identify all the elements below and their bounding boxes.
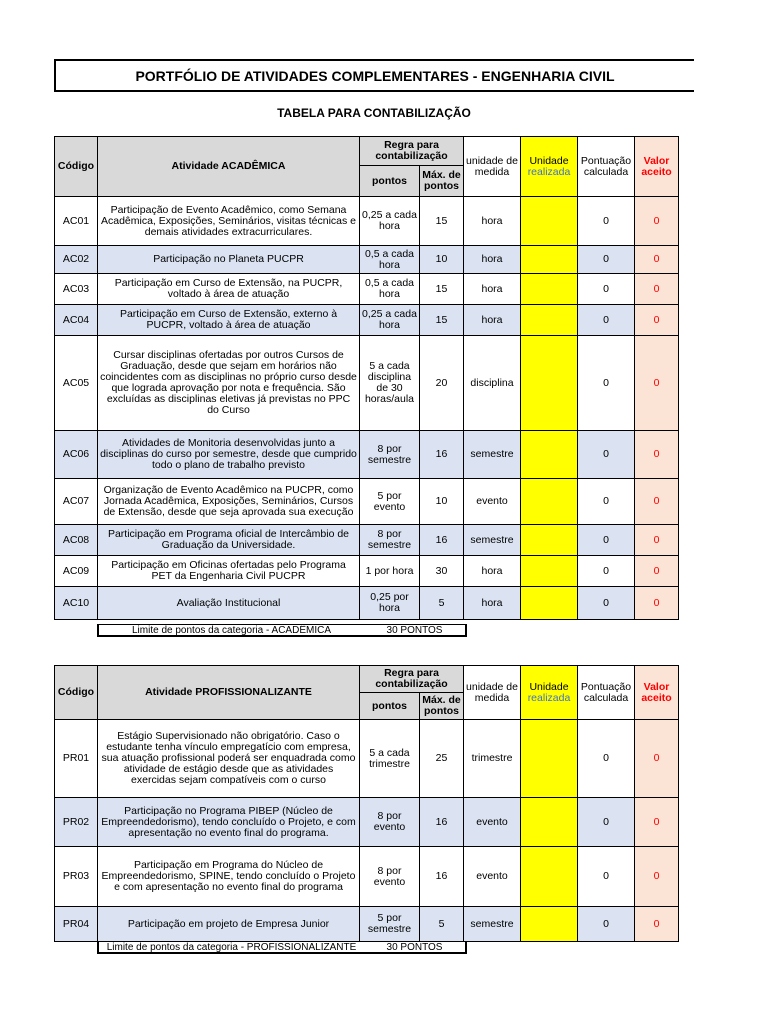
header-unidade-medida: unidade de medida	[464, 666, 521, 720]
row-max-points: 16	[420, 525, 464, 556]
row-description: Cursar disciplinas ofertadas por outros Cursos de Graduação, desde que sejam em horários não coincidentes com as disciplinas no próprio curso desde que lograda aprovação por nota e frequência. São excluídas as disciplinas eletivas já previstas no PPC do Curso	[98, 336, 360, 431]
professional-limit-label: Limite de pontos da categoria - PROFISSIONALIZANTE	[106, 942, 357, 953]
professional-limit-row	[97, 941, 467, 954]
row-accepted-value: 0	[635, 246, 679, 274]
row-points-rule: 0,5 a cada hora	[360, 274, 420, 305]
row-accepted-value: 0	[635, 525, 679, 556]
row-accepted-value: 0	[635, 587, 679, 620]
row-unit-realized-input[interactable]	[521, 556, 578, 587]
row-max-points: 5	[420, 907, 464, 942]
header-valor-aceito: Valor aceito	[635, 666, 679, 720]
table-row	[55, 246, 679, 274]
header-regra: Regra para contabilização	[360, 666, 464, 693]
row-points-rule: 0,5 a cada hora	[360, 246, 420, 274]
row-unit-realized-input[interactable]	[521, 907, 578, 942]
table-row	[55, 720, 679, 798]
row-accepted-value: 0	[635, 847, 679, 907]
row-points-rule: 0,25 a cada hora	[360, 197, 420, 246]
row-max-points: 10	[420, 479, 464, 525]
row-unit-realized-input[interactable]	[521, 197, 578, 246]
row-points-rule: 1 por hora	[360, 556, 420, 587]
row-code: AC07	[55, 479, 98, 525]
row-unit: semestre	[464, 907, 521, 942]
table-row	[55, 556, 679, 587]
professional-table	[54, 665, 679, 942]
row-description: Participação em Curso de Extensão, na PUCPR, voltado à área de atuação	[98, 274, 360, 305]
row-calculated-score: 0	[578, 525, 635, 556]
row-description: Participação em Curso de Extensão, externo à PUCPR, voltado à área de atuação	[98, 305, 360, 336]
row-max-points: 16	[420, 431, 464, 479]
row-unit: hora	[464, 246, 521, 274]
header-pontuacao: Pontuação calculada	[578, 137, 635, 197]
row-accepted-value: 0	[635, 556, 679, 587]
row-unit: evento	[464, 479, 521, 525]
header-atividade: Atividade PROFISSIONALIZANTE	[98, 666, 360, 720]
academic-limit-label: Limite de pontos da categoria - ACADÊMICA	[132, 625, 331, 636]
row-max-points: 15	[420, 305, 464, 336]
row-calculated-score: 0	[578, 798, 635, 847]
row-max-points: 15	[420, 197, 464, 246]
table-row	[55, 479, 679, 525]
row-accepted-value: 0	[635, 798, 679, 847]
table-row	[55, 847, 679, 907]
header-valor-aceito: Valor aceito	[635, 137, 679, 197]
row-description: Participação de Evento Acadêmico, como Semana Acadêmica, Exposições, Seminários, visitas técnicas e demais atividades extracurriculares.	[98, 197, 360, 246]
table-row	[55, 336, 679, 431]
row-description: Atividades de Monitoria desenvolvidas junto a disciplinas do curso por semestre, desde que cumprido todo o plano de trabalho previsto	[98, 431, 360, 479]
row-code: PR01	[55, 720, 98, 798]
row-code: PR02	[55, 798, 98, 847]
table-row	[55, 305, 679, 336]
row-description: Avaliação Institucional	[98, 587, 360, 620]
row-code: AC09	[55, 556, 98, 587]
row-unit: trimestre	[464, 720, 521, 798]
row-unit: hora	[464, 305, 521, 336]
row-calculated-score: 0	[578, 587, 635, 620]
table-row	[55, 525, 679, 556]
row-points-rule: 5 por evento	[360, 479, 420, 525]
row-code: AC04	[55, 305, 98, 336]
row-description: Participação em Programa do Núcleo de Empreendedorismo, SPINE, tendo concluído o Projeto e com apresentação no evento final do programa	[98, 847, 360, 907]
row-calculated-score: 0	[578, 246, 635, 274]
row-unit-realized-input[interactable]	[521, 587, 578, 620]
row-points-rule: 8 por evento	[360, 798, 420, 847]
row-accepted-value: 0	[635, 720, 679, 798]
row-unit-realized-input[interactable]	[521, 431, 578, 479]
row-unit: evento	[464, 847, 521, 907]
academic-limit-row	[97, 624, 467, 637]
table-subtitle: TABELA PARA CONTABILIZAÇÃO	[277, 106, 471, 120]
row-accepted-value: 0	[635, 305, 679, 336]
row-calculated-score: 0	[578, 197, 635, 246]
academic-table	[54, 136, 679, 620]
row-code: AC02	[55, 246, 98, 274]
row-description: Estágio Supervisionado não obrigatório. Caso o estudante tenha vínculo empregatício com empresa, sua atuação profissional poderá ser enquadrada como atividade de estágio desde que as atividades exercidas sejam compatíveis com o curso	[98, 720, 360, 798]
row-unit-realized-input[interactable]	[521, 274, 578, 305]
row-calculated-score: 0	[578, 274, 635, 305]
row-max-points: 16	[420, 798, 464, 847]
row-unit: hora	[464, 197, 521, 246]
row-points-rule: 8 por semestre	[360, 525, 420, 556]
row-unit-realized-input[interactable]	[521, 798, 578, 847]
row-unit: evento	[464, 798, 521, 847]
row-unit-realized-input[interactable]	[521, 246, 578, 274]
row-unit-realized-input[interactable]	[521, 525, 578, 556]
row-unit-realized-input[interactable]	[521, 336, 578, 431]
row-calculated-score: 0	[578, 336, 635, 431]
header-pontos: pontos	[360, 166, 420, 197]
header-max: Máx. de pontos	[420, 693, 464, 720]
row-points-rule: 8 por evento	[360, 847, 420, 907]
row-max-points: 10	[420, 246, 464, 274]
table-row	[55, 197, 679, 246]
row-calculated-score: 0	[578, 305, 635, 336]
row-calculated-score: 0	[578, 907, 635, 942]
row-description: Participação em projeto de Empresa Junior	[98, 907, 360, 942]
row-calculated-score: 0	[578, 847, 635, 907]
row-max-points: 25	[420, 720, 464, 798]
page-title: PORTFÓLIO DE ATIVIDADES COMPLEMENTARES - ENGENHARIA CIVIL	[54, 59, 694, 92]
row-unit-realized-input[interactable]	[521, 305, 578, 336]
row-description: Organização de Evento Acadêmico na PUCPR, como Jornada Acadêmica, Exposições, Seminários, Cursos de Extensão, desde que seja aprovada sua execução	[98, 479, 360, 525]
row-points-rule: 5 por semestre	[360, 907, 420, 942]
academic-limit-value: 30 PONTOS	[386, 625, 443, 636]
row-code: PR04	[55, 907, 98, 942]
row-max-points: 5	[420, 587, 464, 620]
row-description: Participação no Planeta PUCPR	[98, 246, 360, 274]
row-calculated-score: 0	[578, 431, 635, 479]
header-pontos: pontos	[360, 693, 420, 720]
header-max: Máx. de pontos	[420, 166, 464, 197]
header-atividade: Atividade ACADÊMICA	[98, 137, 360, 197]
row-code: AC10	[55, 587, 98, 620]
header-codigo: Código	[55, 137, 98, 197]
row-max-points: 16	[420, 847, 464, 907]
row-unit-realized-input[interactable]	[521, 847, 578, 907]
row-code: AC06	[55, 431, 98, 479]
row-code: AC03	[55, 274, 98, 305]
row-accepted-value: 0	[635, 431, 679, 479]
row-calculated-score: 0	[578, 720, 635, 798]
row-max-points: 15	[420, 274, 464, 305]
table-row	[55, 798, 679, 847]
table-row	[55, 274, 679, 305]
header-codigo: Código	[55, 666, 98, 720]
row-points-rule: 5 a cada trimestre	[360, 720, 420, 798]
row-points-rule: 0,25 por hora	[360, 587, 420, 620]
row-unit: semestre	[464, 525, 521, 556]
row-points-rule: 5 a cada disciplina de 30 horas/aula	[360, 336, 420, 431]
table-row	[55, 587, 679, 620]
header-unidade-realizada: Unidade realizada	[521, 137, 578, 197]
row-calculated-score: 0	[578, 556, 635, 587]
row-max-points: 20	[420, 336, 464, 431]
row-points-rule: 8 por semestre	[360, 431, 420, 479]
row-accepted-value: 0	[635, 336, 679, 431]
row-unit: hora	[464, 587, 521, 620]
row-code: AC05	[55, 336, 98, 431]
row-unit-realized-input[interactable]	[521, 720, 578, 798]
header-pontuacao: Pontuação calculada	[578, 666, 635, 720]
row-accepted-value: 0	[635, 907, 679, 942]
row-unit-realized-input[interactable]	[521, 479, 578, 525]
row-accepted-value: 0	[635, 479, 679, 525]
row-code: AC08	[55, 525, 98, 556]
row-unit: semestre	[464, 431, 521, 479]
row-max-points: 30	[420, 556, 464, 587]
row-unit: disciplina	[464, 336, 521, 431]
row-unit: hora	[464, 556, 521, 587]
row-description: Participação no Programa PIBEP (Núcleo de Empreendedorismo), tendo concluído o Projeto, e com apresentação no evento final do programa.	[98, 798, 360, 847]
row-calculated-score: 0	[578, 479, 635, 525]
header-unidade-realizada: Unidade realizada	[521, 666, 578, 720]
row-code: PR03	[55, 847, 98, 907]
row-accepted-value: 0	[635, 197, 679, 246]
row-accepted-value: 0	[635, 274, 679, 305]
table-row	[55, 431, 679, 479]
table-row	[55, 907, 679, 942]
professional-limit-value: 30 PONTOS	[386, 942, 443, 953]
row-unit: hora	[464, 274, 521, 305]
row-code: AC01	[55, 197, 98, 246]
header-regra: Regra para contabilização	[360, 137, 464, 166]
row-description: Participação em Programa oficial de Intercâmbio de Graduação da Universidade.	[98, 525, 360, 556]
row-points-rule: 0,25 a cada hora	[360, 305, 420, 336]
row-description: Participação em Oficinas ofertadas pelo Programa PET da Engenharia Civil PUCPR	[98, 556, 360, 587]
header-unidade-medida: unidade de medida	[464, 137, 521, 197]
